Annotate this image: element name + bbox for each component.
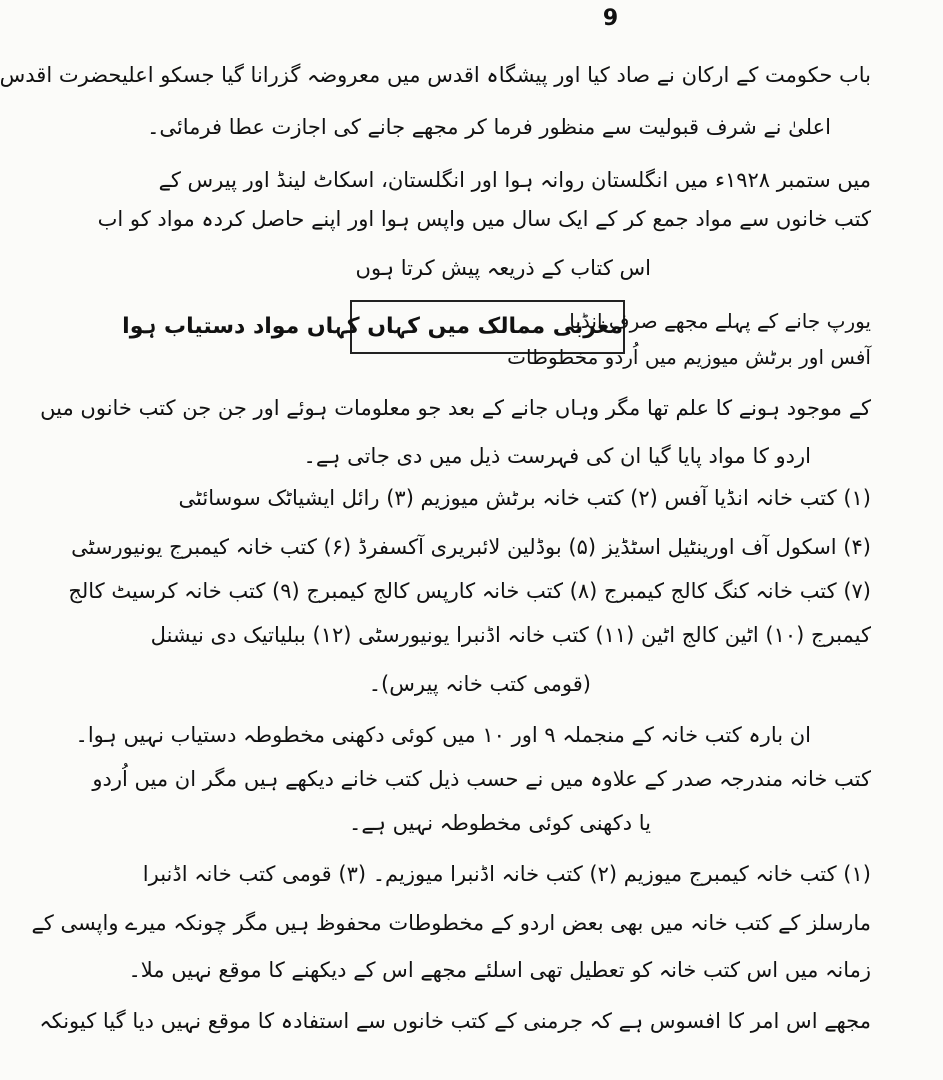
text-line-3: میں ستمبر ۱۹۲۸ء میں انگلستان روانہ ہوا اور انگلستان، اسکاٹ لینڈ اور پیرس کے [158, 168, 871, 192]
text-line-5: اس کتاب کے ذریعہ پیش کرتا ہوں [355, 256, 651, 280]
list-line-4: کیمبرج (۱۰) اٹین کالج اٹین (۱۱) کتب خانہ اڈنبرا یونیورسٹی (۱۲) ببلیاتیک دی نیشنل [150, 623, 871, 647]
list-line-6: (۱) کتب خانہ کیمبرج میوزیم (۲) کتب خانہ اڈنبرا میوزیم۔ (۳) قومی کتب خانہ اڈنبرا [142, 862, 871, 886]
side-text-line-1: یورپ جانے کے پہلے مجھے صرف انڈیا [569, 309, 871, 333]
section-heading: مغربی ممالک میں کہاں کہاں مواد دستیاب ہوا [350, 300, 625, 354]
text-line-4: کتب خانوں سے مواد جمع کر کے ایک سال میں واپس ہوا اور اپنے حاصل کردہ مواد کو اب [97, 207, 871, 231]
text-line-2: اعلیٰ نے شرف قبولیت سے منظور فرما کر مجھے جانے کی اجازت عطا فرمائی۔ [147, 115, 831, 139]
list-line-1: (۱) کتب خانہ انڈیا آفس (۲) کتب خانہ برٹش میوزیم (۳) رائل ایشیاٹک سوسائٹی [178, 486, 871, 510]
text-line-1: باب حکومت کے ارکان نے صاد کیا اور پیشگاہ اقدس میں معروضہ گزرانا گیا جسکو اعلیحضرت اقدس [0, 63, 871, 87]
list-line-5: (قومی کتب خانہ پیرس)۔ [368, 672, 591, 696]
text-line-8: ان بارہ کتب خانہ کے منجملہ ۹ اور ۱۰ میں کوئی دکھنی مخطوطہ دستیاب نہیں ہوا۔ [75, 723, 811, 747]
text-line-9: کتب خانہ مندرجہ صدر کے علاوہ میں نے حسب ذیل کتب خانے دیکھے ہیں مگر ان میں اُردو [92, 767, 871, 791]
text-line-10: یا دکھنی کوئی مخطوطہ نہیں ہے۔ [349, 811, 651, 835]
list-line-3: (۷) کتب خانہ کنگ کالج کیمبرج (۸) کتب خانہ کارپس کالج کیمبرج (۹) کتب خانہ کرسیٹ کالج [68, 579, 871, 603]
text-line-6: کے موجود ہونے کا علم تھا مگر وہاں جانے کے بعد جو معلومات ہوئے اور جن جن کتب خانوں میں [40, 396, 871, 420]
text-line-12: زمانہ میں اس کتب خانہ کو تعطیل تھی اسلئے مجھے اس کے دیکھنے کا موقع نہیں ملا۔ [128, 958, 871, 982]
text-line-11: مارسلز کے کتب خانہ میں بھی بعض اردو کے مخطوطات محفوظ ہیں مگر چونکہ میرے واپسی کے [31, 911, 871, 935]
page-number: 9 [602, 6, 619, 31]
list-line-2: (۴) اسکول آف اورینٹیل اسٹڈیز (۵) بوڈلین لائبریری آکسفرڈ (۶) کتب خانہ کیمبرج یونیورسٹی [71, 535, 871, 559]
side-text-line-2: آفس اور برٹش میوزیم میں اُردو مخطوطات [507, 345, 871, 369]
text-line-7: اردو کا مواد پایا گیا ان کی فہرست ذیل میں دی جاتی ہے۔ [303, 444, 811, 468]
text-line-13: مجھے اس امر کا افسوس ہے کہ جرمنی کے کتب خانوں سے استفادہ کا موقع نہیں دیا گیا کیونکہ [39, 1009, 871, 1033]
